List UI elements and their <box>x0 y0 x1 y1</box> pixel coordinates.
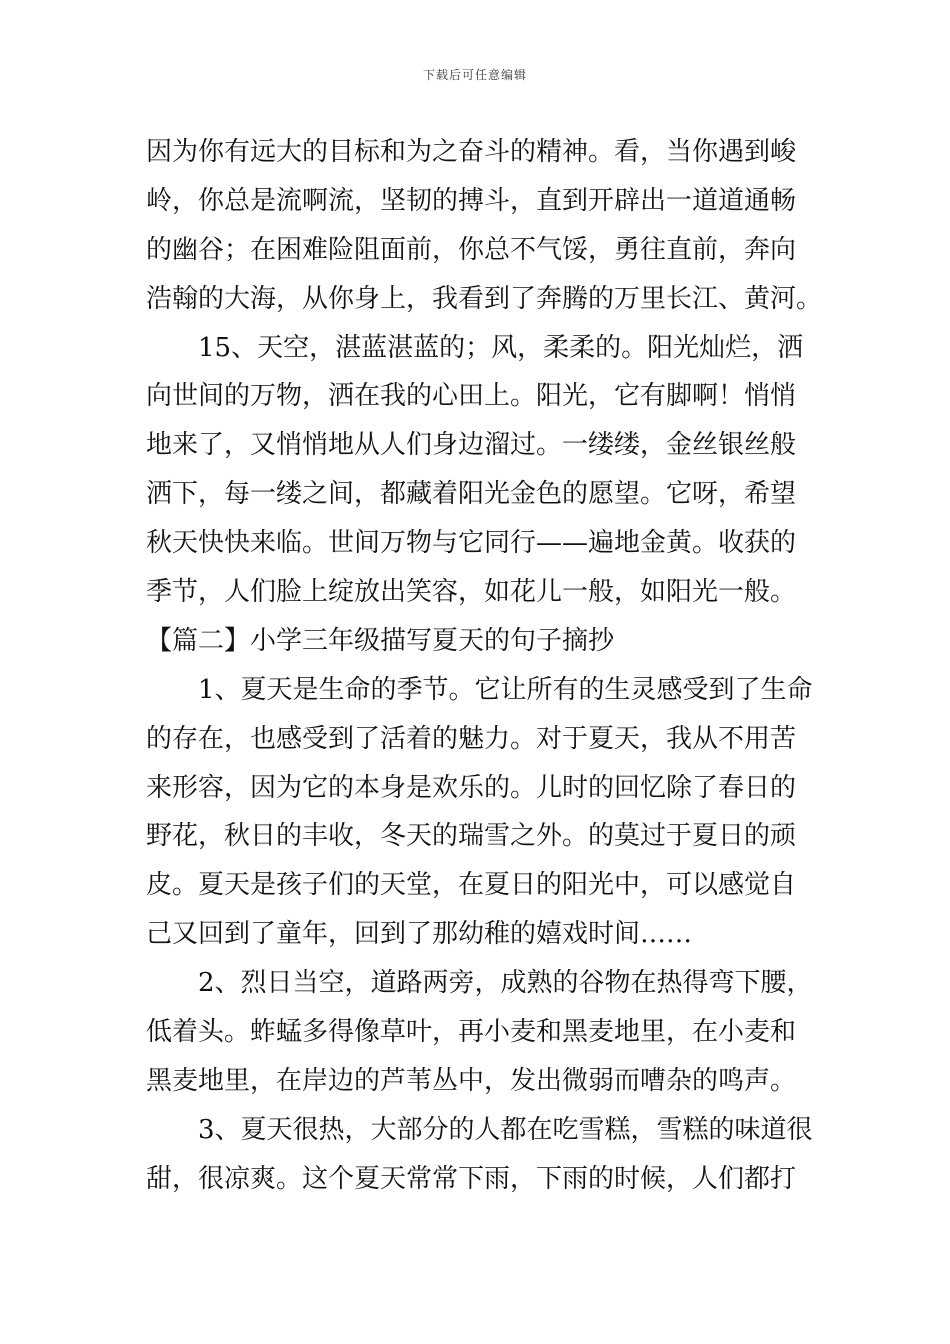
text-line: 皮。夏天是孩子们的天堂，在夏日的阳光中，可以感觉自 <box>146 870 797 901</box>
page-header: 下载后可任意编辑 <box>422 68 527 82</box>
text-line: 地来了，又悄悄地从人们身边溜过。一缕缕，金丝银丝般 <box>146 430 797 461</box>
text-line: 的幽谷；在困难险阻面前，你总不气馁，勇往直前，奔向 <box>146 234 797 265</box>
text-line: 15、天空，湛蓝湛蓝的；风，柔柔的。阳光灿烂，洒 <box>198 332 804 363</box>
text-line: 己又回到了童年，回到了那幼稚的嬉戏时间…… <box>146 919 693 950</box>
text-line: 3、夏天很热，大部分的人都在吃雪糕，雪糕的味道很 <box>198 1114 813 1145</box>
document-body <box>146 128 823 1204</box>
text-line: 1、夏天是生命的季节。它让所有的生灵感受到了生命 <box>198 674 813 705</box>
paragraph-1 <box>146 666 813 959</box>
section-heading <box>146 617 810 666</box>
paragraph-3 <box>146 1106 813 1204</box>
text-line: 的存在，也感受到了活着的魅力。对于夏天，我从不用苦 <box>146 723 797 754</box>
text-line: 低着头。蚱蜢多得像草叶，再小麦和黑麦地里，在小麦和 <box>146 1017 797 1048</box>
text-line: 因为你有远大的目标和为之奋斗的精神。看，当你遇到峻 <box>146 137 797 167</box>
paragraph-2 <box>146 959 813 1106</box>
text-line: 黑麦地里，在岸边的芦苇丛中，发出微弱而嘈杂的鸣声。 <box>146 1065 797 1096</box>
text-line: 季节，人们脸上绽放出笑容，如花儿一般，如阳光一般。 <box>146 577 797 608</box>
text-line: 洒下，每一缕之间，都藏着阳光金色的愿望。它呀，希望 <box>146 479 797 510</box>
text-line: 野花，秋日的丰收，冬天的瑞雪之外。的莫过于夏日的顽 <box>146 821 797 852</box>
paragraph-15 <box>146 324 810 617</box>
text-line: 来形容，因为它的本身是欢乐的。儿时的回忆除了春日的 <box>146 772 797 803</box>
text-line: 岭，你总是流啊流，坚韧的搏斗，直到开辟出一道道通畅 <box>146 185 797 216</box>
text-line: 浩翰的大海，从你身上，我看到了奔腾的万里长江、黄河。 <box>146 283 823 314</box>
text-line: 甜，很凉爽。这个夏天常常下雨，下雨的时候，人们都打 <box>146 1163 797 1194</box>
text-line: 2、烈日当空，道路两旁，成熟的谷物在热得弯下腰， <box>198 968 813 999</box>
text-line: 秋天快快来临。世间万物与它同行——遍地金黄。收获的 <box>146 528 797 559</box>
section-title: 【篇二】小学三年级描写夏天的句子摘抄 <box>146 625 615 656</box>
paragraph-continued <box>146 128 823 324</box>
text-line: 向世间的万物，洒在我的心田上。阳光，它有脚啊！悄悄 <box>146 381 797 412</box>
